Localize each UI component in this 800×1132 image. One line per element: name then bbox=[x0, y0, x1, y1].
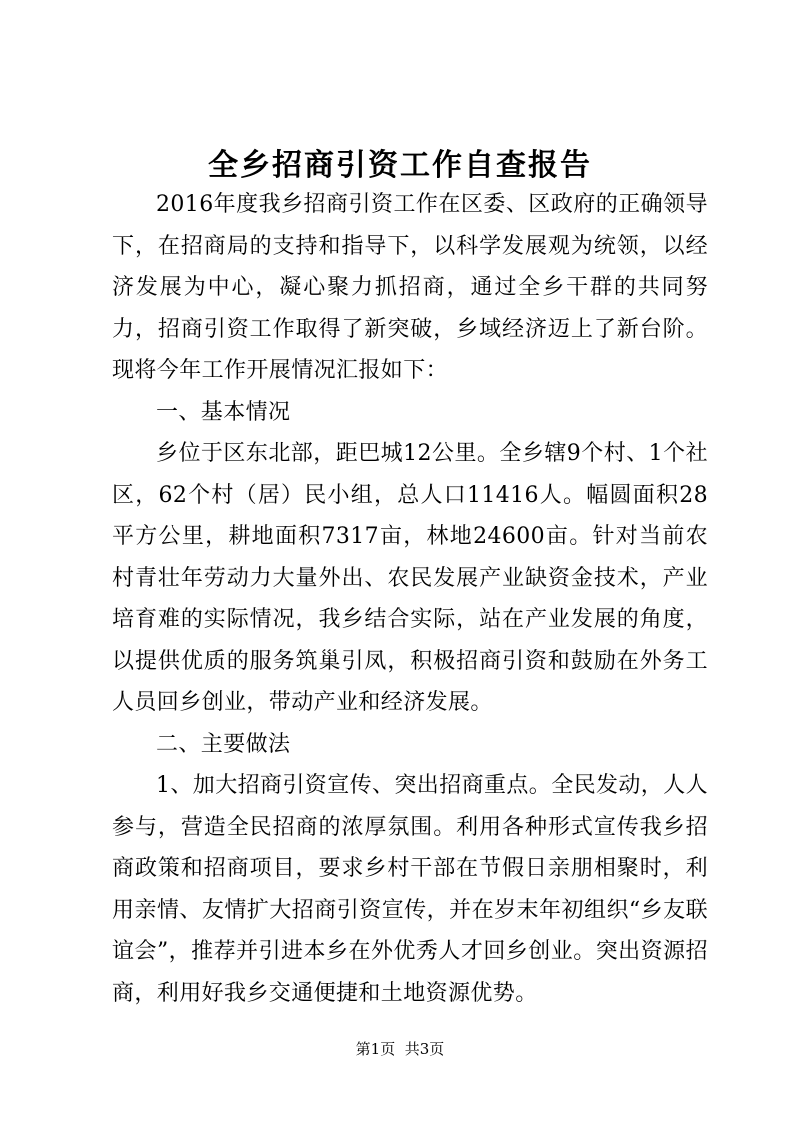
document-body bbox=[112, 184, 708, 1014]
document-title: 全乡招商引资工作自查报告 bbox=[208, 148, 592, 183]
page-total: 共3页 bbox=[404, 1040, 445, 1058]
section-heading-main-practices: 二、主要做法 bbox=[156, 731, 291, 757]
section-heading-basic-situation: 一、基本情况 bbox=[156, 399, 291, 425]
page-footer bbox=[0, 1039, 800, 1059]
page-number: 第1页 bbox=[355, 1040, 396, 1058]
basic-situation-paragraph: 乡位于区东北部，距巴城12公里。全乡辖9个村、1个社区，62个村（居）民小组，总人口11416人。幅圆面积28平方公里，耕地面积7317亩，林地24600亩。针对当前农村青壮年劳动力大量外出、农民发展产业缺资金技术，产业培育难的实际情况，我乡结合实际，站在产业发展的角度，以提供优质的服务筑巢引凤，积极招商引资和鼓励在外务工人员回乡创业，带动产业和经济发展。 bbox=[112, 441, 708, 715]
practice-item-1-paragraph: 1、加大招商引资宣传、突出招商重点。全民发动，人人参与，营造全民招商的浓厚氛围。利用各种形式宣传我乡招商政策和招商项目，要求乡村干部在节假日亲朋相聚时，利用亲情、友情扩大招商引资宣传，并在岁末年初组织“乡友联谊会”，推荐并引进本乡在外优秀人才回乡创业。突出资源招商，利用好我乡交通便捷和土地资源优势。 bbox=[112, 773, 708, 1006]
intro-paragraph: 2016年度我乡招商引资工作在区委、区政府的正确领导下，在招商局的支持和指导下，以科学发展观为统领，以经济发展为中心，凝心聚力抓招商，通过全乡干群的共同努力，招商引资工作取得了新突破，乡域经济迈上了新台阶。现将今年工作开展情况汇报如下： bbox=[112, 192, 708, 383]
